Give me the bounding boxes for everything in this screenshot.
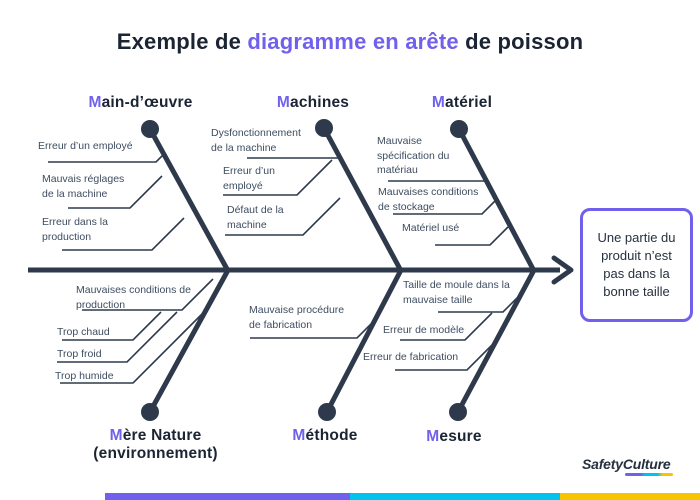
title-suffix: de poisson — [458, 29, 584, 54]
branch-label-methode — [255, 427, 395, 445]
effect-box — [580, 208, 693, 322]
cause-label: Erreur de fabrication — [363, 351, 459, 363]
bottom-stripe-cyan — [350, 493, 560, 500]
branch-initial: M — [109, 427, 123, 444]
rib-methode — [327, 272, 400, 412]
branch-initial: M — [292, 427, 306, 444]
branch-label-materiel — [392, 94, 532, 112]
cause-label: Défaut de la machine — [227, 204, 284, 231]
logo-part1: Safety — [582, 456, 623, 472]
cause-label: Erreur de modèle — [383, 324, 465, 336]
branch-rest: achines — [290, 94, 350, 111]
branch-dot-machines — [315, 119, 333, 137]
branch-label-mesure — [384, 428, 524, 446]
bottom-stripe-purple — [105, 493, 350, 500]
safetyculture-logo — [582, 456, 682, 476]
branch-dot-main-doeuvre — [141, 120, 159, 138]
branch-initial: M — [88, 94, 102, 111]
branch-label-mere-nature — [63, 427, 248, 463]
cause-label: Mauvaise procédure de fabrication — [249, 304, 345, 331]
branch-label-main-doeuvre — [58, 94, 223, 112]
effect-text: Une partie du produit n’est pas dans la bonne taille — [597, 230, 676, 299]
branch-rest: éthode — [305, 427, 358, 444]
branch-label-machines — [243, 94, 383, 112]
cause-label: Erreur d’un employé — [38, 140, 133, 152]
branch-dot-methode — [318, 403, 336, 421]
cause-label: Trop humide — [55, 370, 114, 382]
cause-label: Mauvaises conditions de stockage — [378, 186, 479, 213]
bottom-stripe-yellow — [560, 493, 700, 500]
branch-rest: ain-d’œuvre — [101, 94, 193, 111]
cause-label: Trop froid — [57, 348, 102, 360]
branch-initial: M — [276, 94, 290, 111]
cause-label: Trop chaud — [57, 326, 110, 338]
branch-rest: esure — [439, 428, 482, 445]
logo-part2: Culture — [622, 456, 671, 472]
connector-erreur-dun-employe-1 — [48, 154, 164, 162]
branch-dot-mesure — [449, 403, 467, 421]
branch-rest: atériel — [445, 94, 493, 111]
branch-initial: M — [431, 94, 446, 111]
cause-label: Mauvaise spécification du matériau — [377, 135, 450, 176]
cause-label: Mauvais réglages de la machine — [42, 173, 125, 200]
branch-dot-mere-nature — [141, 403, 159, 421]
logo-gradient-underline — [625, 473, 673, 476]
cause-label: Erreur dans la production — [42, 216, 108, 243]
branch-initial: M — [426, 428, 440, 445]
cause-label: Mauvaises conditions de production — [76, 284, 191, 311]
cause-label: Taille de moule dans la mauvaise taille — [403, 279, 510, 306]
branch-rest: ère Nature — [122, 427, 202, 444]
cause-label: Erreur d’un employé — [223, 165, 275, 192]
cause-label: Matériel usé — [402, 222, 460, 234]
cause-label: Dysfonctionnement de la machine — [211, 127, 301, 154]
branch-label-line2: (environnement) — [93, 445, 218, 462]
title-highlight: diagramme en arête — [247, 29, 459, 54]
title-prefix: Exemple de — [116, 29, 248, 54]
